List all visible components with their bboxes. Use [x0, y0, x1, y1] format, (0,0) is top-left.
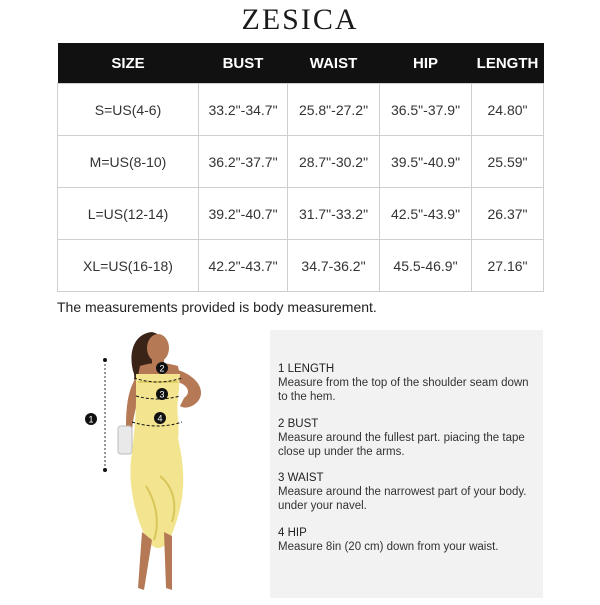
- cell-length: 24.80": [472, 84, 544, 136]
- left-leg-shape: [138, 532, 152, 590]
- cell-size: XL=US(16-18): [58, 240, 199, 292]
- table-header-row: [58, 43, 544, 84]
- head-shape: [147, 334, 169, 362]
- cell-waist: 28.7"-30.2": [288, 136, 380, 188]
- instruction-waist-text: Measure around the narrowest part of your body. under your navel.: [278, 486, 527, 512]
- header-hip: HIP: [380, 43, 472, 84]
- table-row: [58, 136, 544, 188]
- cell-waist: 31.7"-33.2": [288, 188, 380, 240]
- instruction-length-text: Measure from the top of the shoulder seam down to the hem.: [278, 377, 529, 403]
- marker-2-label: 2: [159, 363, 165, 374]
- marker-1: [85, 413, 97, 425]
- cell-length: 27.16": [472, 240, 544, 292]
- instruction-waist: [278, 471, 538, 513]
- marker-2: [156, 362, 168, 374]
- marker-4-label: 4: [157, 413, 163, 424]
- cell-bust: 42.2"-43.7": [199, 240, 288, 292]
- header-length: LENGTH: [472, 43, 544, 84]
- cell-waist: 34.7-36.2": [288, 240, 380, 292]
- cell-hip: 39.5"-40.9": [380, 136, 472, 188]
- instruction-hip-text: Measure 8in (20 cm) down from your waist.: [278, 541, 499, 553]
- instruction-waist-title: 3 WAIST: [278, 472, 324, 484]
- header-size: SIZE: [58, 43, 199, 84]
- marker-3-label: 3: [159, 389, 165, 400]
- cell-size: S=US(4-6): [58, 84, 199, 136]
- model-figure: [80, 326, 260, 600]
- instruction-length-title: 1 LENGTH: [278, 363, 335, 375]
- table-row: [58, 188, 544, 240]
- brand-logo: ZESICA: [241, 3, 359, 36]
- marker-1-label: 1: [88, 414, 94, 425]
- cell-hip: 45.5-46.9": [380, 240, 472, 292]
- cell-hip: 36.5"-37.9": [380, 84, 472, 136]
- cell-length: 25.59": [472, 136, 544, 188]
- cell-bust: 33.2"-34.7": [199, 84, 288, 136]
- instruction-bust-title: 2 BUST: [278, 418, 319, 430]
- cell-bust: 36.2"-37.7": [199, 136, 288, 188]
- instruction-bust-text: Measure around the fullest part. piacing the tape close up under the arms.: [278, 432, 525, 458]
- length-measure-bottom-dot: [103, 468, 107, 472]
- clutch-shape: [118, 426, 132, 454]
- instruction-length: [278, 362, 538, 404]
- length-measure-top-dot: [103, 358, 107, 362]
- instruction-hip-title: 4 HIP: [278, 527, 307, 539]
- size-chart-table: [57, 43, 544, 292]
- instructions-panel: [270, 330, 543, 598]
- marker-4: [154, 412, 166, 424]
- right-leg-shape: [164, 532, 172, 590]
- model-illustration: [80, 326, 260, 600]
- cell-length: 26.37": [472, 188, 544, 240]
- table-row: [58, 240, 544, 292]
- cell-hip: 42.5"-43.9": [380, 188, 472, 240]
- measurement-note: The measurements provided is body measurement.: [57, 299, 377, 315]
- cell-size: L=US(12-14): [58, 188, 199, 240]
- instruction-hip: [278, 526, 538, 554]
- right-arm-shape: [178, 370, 201, 408]
- header-waist: WAIST: [288, 43, 380, 84]
- header-bust: BUST: [199, 43, 288, 84]
- cell-size: M=US(8-10): [58, 136, 199, 188]
- table-row: [58, 84, 544, 136]
- marker-3: [156, 388, 168, 400]
- instruction-bust: [278, 417, 538, 459]
- cell-waist: 25.8"-27.2": [288, 84, 380, 136]
- cell-bust: 39.2"-40.7": [199, 188, 288, 240]
